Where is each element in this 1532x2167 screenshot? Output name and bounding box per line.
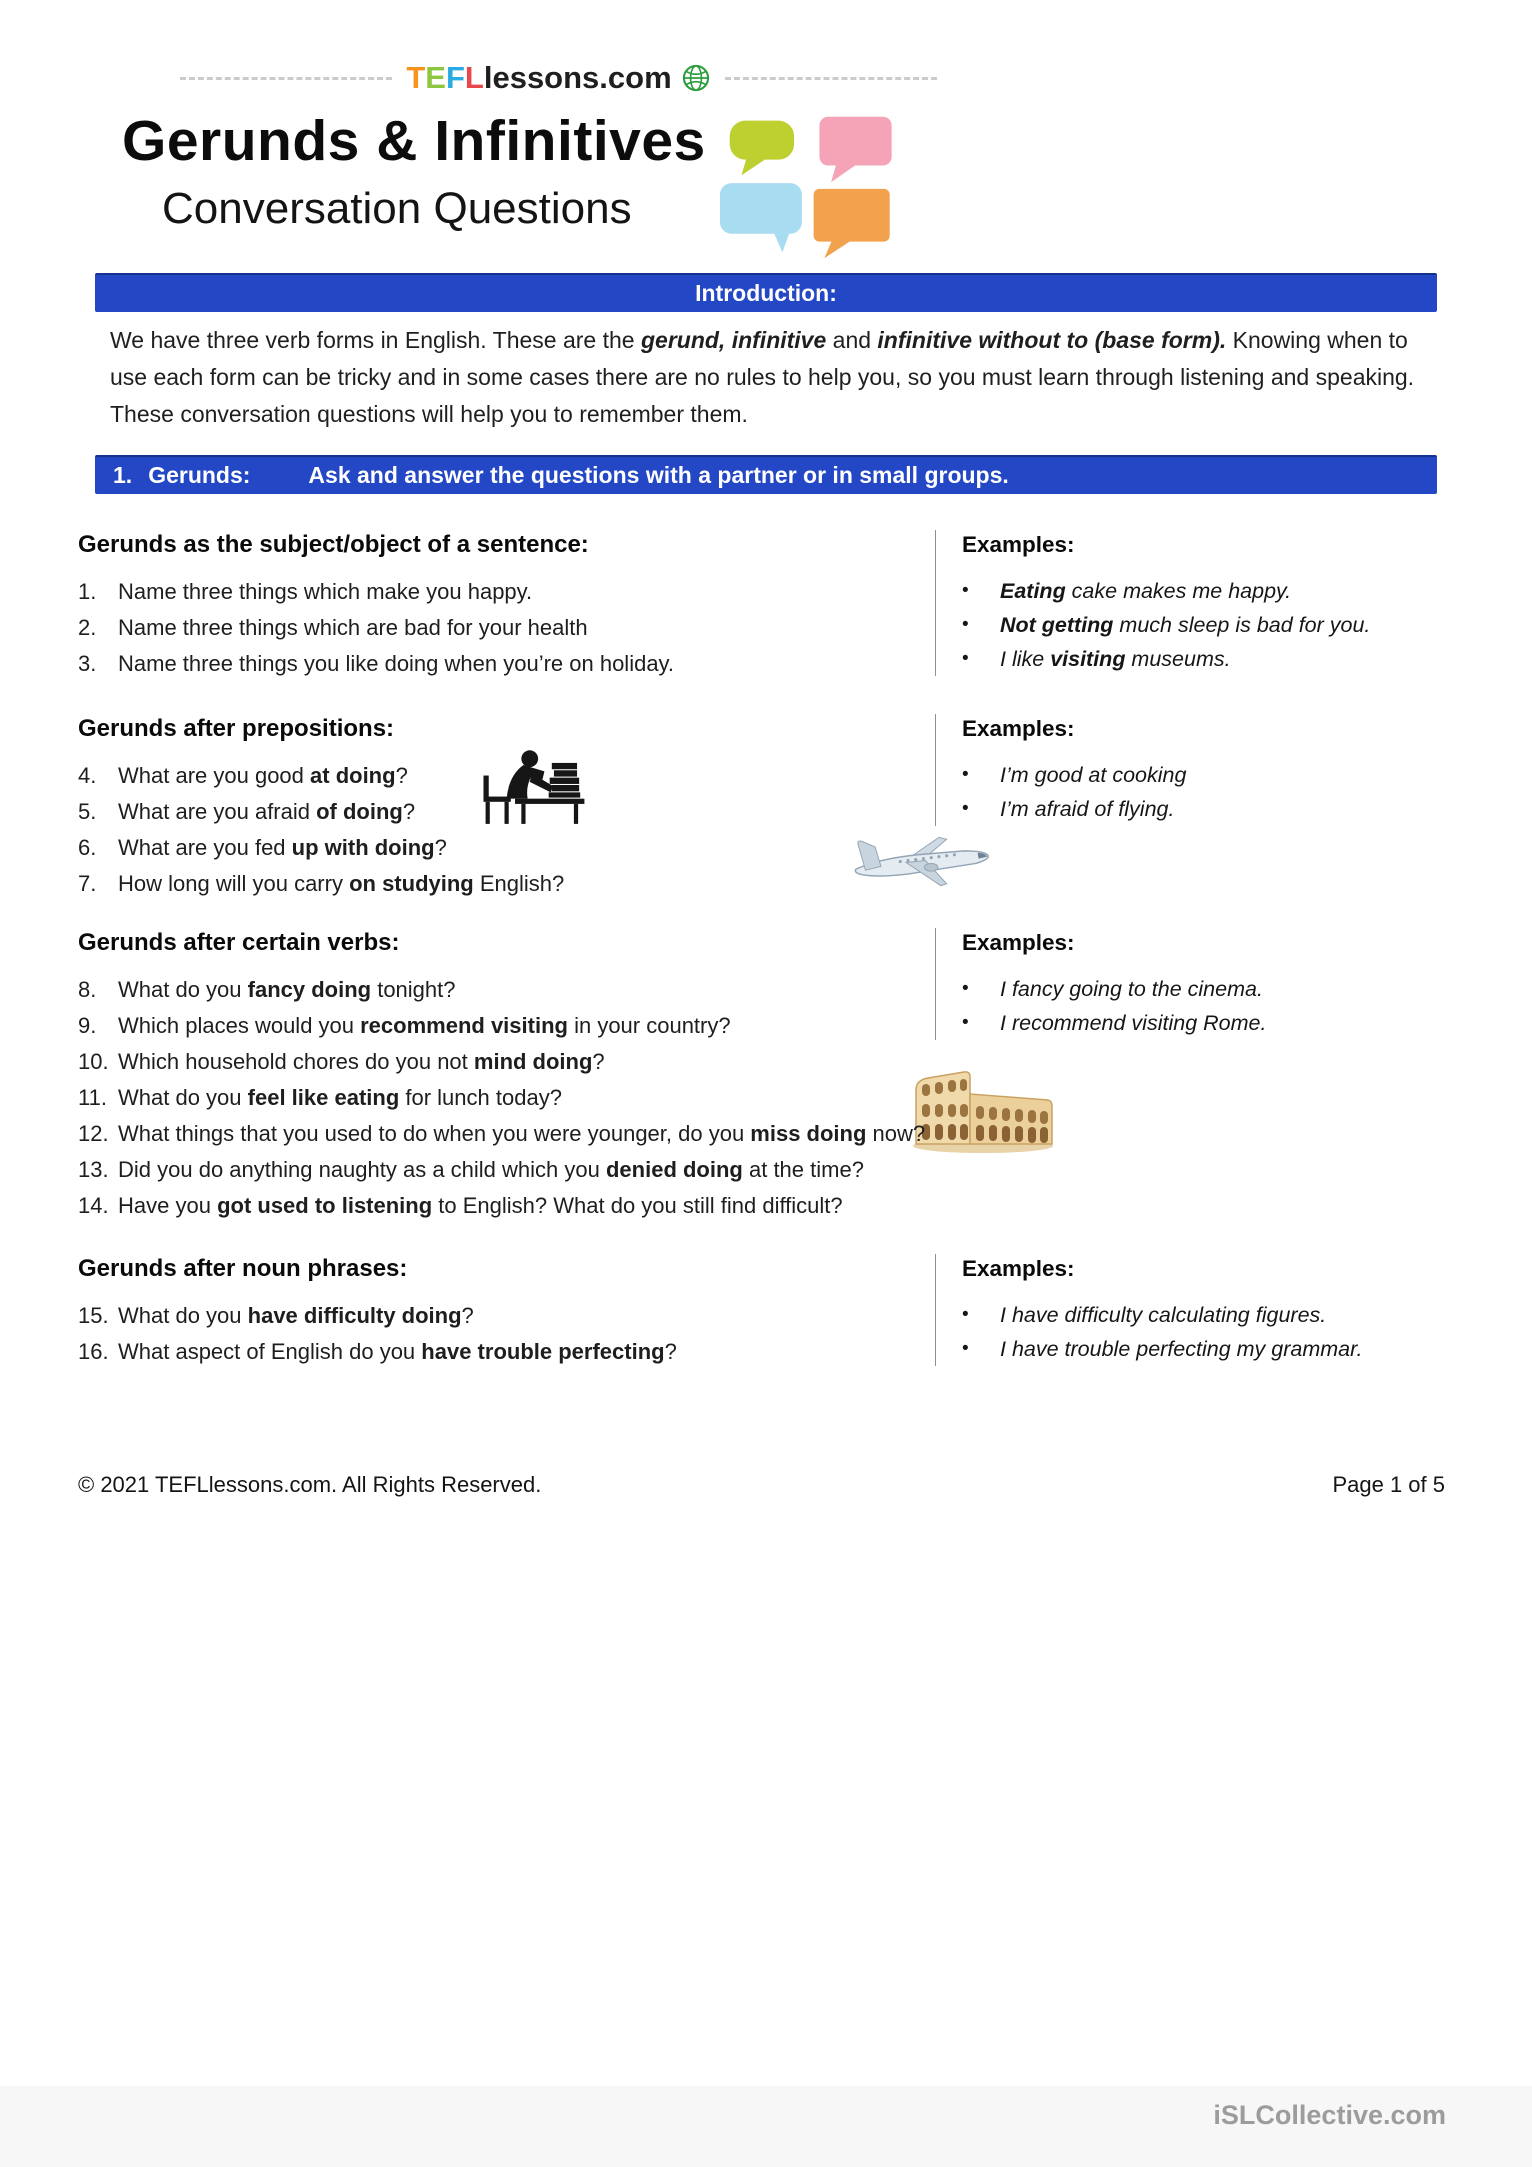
question-item	[78, 794, 935, 830]
questions-column	[78, 928, 935, 1116]
bullet-icon: •	[962, 580, 969, 601]
questions-column	[78, 714, 935, 902]
question-number: 5.	[78, 799, 97, 824]
section-gerunds-after-noun-phrases	[78, 1254, 1445, 1370]
footer	[78, 1472, 1445, 1498]
footer-page-number: Page 1 of 5	[1332, 1472, 1445, 1497]
bullet-icon: •	[962, 1338, 969, 1359]
question-text: Have you got used to listening to English? What do you still find difficult?	[118, 1193, 843, 1218]
question-item	[78, 830, 935, 866]
page-subtitle: Conversation Questions	[162, 183, 632, 233]
examples-column	[935, 1254, 1445, 1366]
introduction-label: Introduction:	[695, 280, 837, 306]
speech-bubbles-icon	[718, 112, 918, 260]
section1-instruction: Ask and answer the questions with a partner or in small groups.	[308, 462, 1009, 488]
question-text: Name three things which make you happy.	[118, 579, 533, 604]
logo-letter: L	[464, 60, 484, 95]
question-item	[78, 610, 935, 646]
question-number: 2.	[78, 615, 97, 640]
intro-paragraph: We have three verb forms in English. These are the gerund, infinitive and infinitive without to (base form). Knowing when to use each form can be tricky and in some cases there are no rules to help you, so you must learn through listening and speaking. These conversation questions will help you to remember them.	[110, 327, 1415, 427]
logo-letter: T	[406, 60, 426, 95]
islcollective-watermark: iSLCollective.com	[1213, 2100, 1446, 2130]
example-list	[962, 758, 1445, 826]
example-item	[962, 792, 1445, 826]
example-text: I have trouble perfecting my grammar.	[1000, 1337, 1363, 1361]
question-text: What things that you used to do when you were younger, do you miss doing now?	[118, 1121, 926, 1146]
question-item	[78, 972, 935, 1008]
question-list	[78, 758, 935, 902]
bullet-icon: •	[962, 614, 969, 635]
example-item	[962, 574, 1445, 608]
question-item	[78, 1188, 1445, 1224]
bullet-icon: •	[962, 978, 969, 999]
section-heading: Gerunds after prepositions:	[78, 715, 395, 742]
examples-column	[935, 928, 1445, 1040]
question-number: 13.	[78, 1157, 109, 1182]
section-gerunds-after-certain-verbs	[78, 928, 1445, 1224]
question-text: What are you good at doing?	[118, 763, 408, 788]
example-item	[962, 1298, 1445, 1332]
question-item	[78, 1044, 935, 1080]
site-logo	[406, 60, 710, 96]
question-text: What do you feel like eating for lunch today?	[118, 1085, 562, 1110]
globe-icon	[681, 63, 711, 93]
introduction-bar	[95, 273, 1437, 312]
bullet-icon: •	[962, 1304, 969, 1325]
examples-heading: Examples:	[962, 1256, 1075, 1281]
examples-column	[935, 714, 1445, 826]
questions-column	[78, 530, 935, 682]
speech-bubble-green	[730, 121, 794, 176]
example-text: I have difficulty calculating figures.	[1000, 1303, 1327, 1327]
bullet-icon: •	[962, 798, 969, 819]
section1-label: Gerunds:	[148, 462, 251, 488]
question-text: Did you do anything naughty as a child which you denied doing at the time?	[118, 1157, 864, 1182]
question-item	[78, 1152, 1445, 1188]
example-text: I fancy going to the cinema.	[1000, 977, 1263, 1001]
section-gerunds-subject-object	[78, 530, 1445, 682]
sections-host	[78, 530, 1445, 1370]
example-text: I’m afraid of flying.	[1000, 797, 1175, 821]
question-number: 14.	[78, 1193, 109, 1218]
question-item	[78, 866, 935, 902]
footer-copyright: © 2021 TEFLlessons.com. All Rights Reserved.	[78, 1472, 542, 1497]
example-text: I recommend visiting Rome.	[1000, 1011, 1267, 1035]
speech-bubble-pink	[819, 117, 891, 182]
section-heading: Gerunds after certain verbs:	[78, 929, 400, 956]
question-item	[78, 574, 935, 610]
question-number: 4.	[78, 763, 97, 788]
example-item	[962, 1332, 1445, 1366]
section-gerunds-after-prepositions	[78, 714, 1445, 902]
question-number: 9.	[78, 1013, 97, 1038]
example-text: Not getting much sleep is bad for you.	[1000, 613, 1371, 637]
example-item	[962, 758, 1445, 792]
header	[180, 58, 937, 98]
question-item	[78, 1116, 1445, 1152]
bullet-icon: •	[962, 764, 969, 785]
question-number: 16.	[78, 1339, 109, 1364]
example-list	[962, 972, 1445, 1040]
header-dash-left	[180, 77, 392, 80]
question-number: 3.	[78, 651, 97, 676]
question-text: What aspect of English do you have trouble perfecting?	[118, 1339, 677, 1364]
section-heading: Gerunds after noun phrases:	[78, 1255, 408, 1282]
bullet-icon: •	[962, 1012, 969, 1033]
question-number: 8.	[78, 977, 97, 1002]
page-title: Gerunds & Infinitives	[122, 109, 706, 173]
wide-question-list	[78, 1116, 1445, 1224]
example-text: I like visiting museums.	[1000, 647, 1231, 671]
logo-text-rest: lessons.com	[483, 60, 672, 95]
speech-bubble-blue	[720, 183, 802, 252]
example-item	[962, 972, 1445, 1006]
example-text: I’m good at cooking	[1000, 763, 1187, 787]
question-number: 10.	[78, 1049, 109, 1074]
example-item	[962, 608, 1445, 642]
example-text: Eating cake makes me happy.	[1000, 579, 1292, 603]
logo-letter: E	[425, 60, 446, 95]
question-item	[78, 758, 935, 794]
examples-column	[935, 530, 1445, 676]
question-item	[78, 1298, 935, 1334]
question-number: 7.	[78, 871, 97, 896]
question-number: 1.	[78, 579, 97, 604]
question-text: Name three things you like doing when you’re on holiday.	[118, 651, 675, 676]
question-item	[78, 1080, 935, 1116]
question-text: How long will you carry on studying English?	[118, 871, 565, 896]
examples-heading: Examples:	[962, 930, 1075, 955]
logo-letter: F	[445, 60, 465, 95]
question-list	[78, 574, 935, 682]
section1-bar	[95, 455, 1437, 494]
question-number: 11.	[78, 1085, 107, 1110]
question-number: 6.	[78, 835, 97, 860]
example-item	[962, 642, 1445, 676]
section-heading: Gerunds as the subject/object of a sentence:	[78, 531, 589, 558]
example-item	[962, 1006, 1445, 1040]
question-list	[78, 1298, 935, 1370]
question-number: 15.	[78, 1303, 109, 1328]
question-text: What are you fed up with doing?	[118, 835, 447, 860]
bullet-icon: •	[962, 648, 969, 669]
question-text: What do you have difficulty doing?	[118, 1303, 474, 1328]
questions-column	[78, 1254, 935, 1370]
question-list	[78, 972, 935, 1116]
speech-bubble-orange	[814, 189, 890, 258]
examples-heading: Examples:	[962, 532, 1075, 557]
question-text: Which household chores do you not mind doing?	[118, 1049, 605, 1074]
example-list	[962, 574, 1445, 676]
question-item	[78, 646, 935, 682]
question-number: 12.	[78, 1121, 109, 1146]
logo-text-tefl	[406, 60, 484, 96]
question-text: Name three things which are bad for your health	[118, 615, 588, 640]
examples-heading: Examples:	[962, 716, 1075, 741]
question-item	[78, 1008, 935, 1044]
question-text: What are you afraid of doing?	[118, 799, 416, 824]
question-item	[78, 1334, 935, 1370]
title-block	[122, 110, 706, 233]
example-list	[962, 1298, 1445, 1366]
section1-number: 1.	[113, 462, 133, 488]
question-text: What do you fancy doing tonight?	[118, 977, 456, 1002]
question-text: Which places would you recommend visiting in your country?	[118, 1013, 731, 1038]
header-dash-right	[725, 77, 937, 80]
